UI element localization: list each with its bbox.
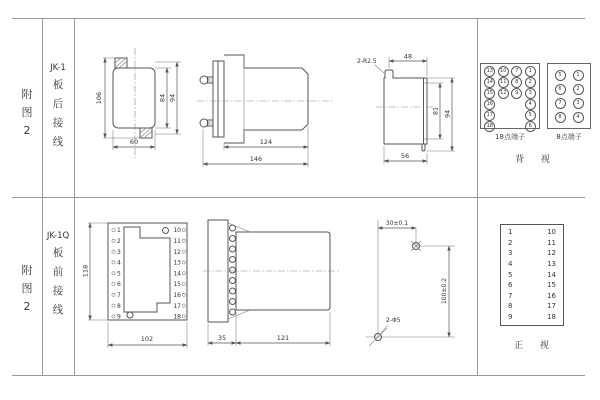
terminal-circle: 5 — [525, 110, 536, 121]
terminal-number: 4 — [508, 259, 513, 268]
row2-drill-drawing — [352, 214, 467, 364]
row2-figure-label — [12, 262, 42, 316]
terminal-circle: 4 — [525, 99, 536, 110]
row1-wiring-char: 接 — [52, 117, 64, 129]
terminal-number: 16 — [547, 291, 556, 300]
terminal-number: 1 — [508, 228, 513, 236]
row2-fig-char: 2 — [23, 300, 31, 313]
terminal-number: 10 — [547, 228, 556, 236]
terminal-block-18 — [480, 63, 540, 129]
terminal-list-right-column — [547, 229, 556, 321]
terminal-number: 8 — [508, 302, 513, 311]
terminal-circle: 5 — [555, 70, 566, 81]
relay-body-outline — [113, 58, 155, 138]
svg-text:84: 84 — [158, 93, 167, 103]
row2-model-name: JK-1Q — [46, 231, 70, 241]
terminal-circle: 1 — [525, 66, 536, 77]
rear-view-label: 背 视 — [515, 155, 557, 165]
terminal-circle: 15 — [484, 88, 495, 99]
svg-text:3: 3 — [117, 248, 121, 256]
block18-label: 18点端子 — [495, 133, 525, 141]
row1-model-name: JK-1 — [50, 63, 66, 73]
row1-cutout-drawing — [356, 52, 468, 174]
row1-wiring-char: 线 — [52, 136, 64, 148]
terminal-circle: 1 — [573, 70, 584, 81]
svg-text:56: 56 — [400, 152, 410, 160]
relay-side-outline — [213, 55, 308, 143]
terminal-number: 12 — [547, 249, 556, 258]
terminal-number: 17 — [547, 302, 556, 311]
terminal-circle: 17 — [484, 110, 495, 121]
terminal-circle: 3 — [573, 98, 584, 109]
terminal-circle: 18 — [484, 121, 495, 132]
terminal-number: 13 — [547, 259, 556, 268]
terminal-circle: 12 — [498, 88, 509, 99]
svg-text:5: 5 — [117, 270, 121, 278]
dimension-56 — [384, 146, 427, 164]
row2-wiring-char: 板 — [52, 247, 64, 259]
svg-text:6: 6 — [117, 281, 121, 289]
terminal-circle: 13 — [484, 66, 495, 77]
svg-text:2-R2.5: 2-R2.5 — [357, 58, 377, 65]
mounting-hole-top — [411, 241, 421, 251]
svg-text:13: 13 — [173, 259, 181, 267]
svg-text:17: 17 — [173, 302, 181, 310]
svg-text:102: 102 — [140, 335, 154, 343]
row2-wiring-char: 线 — [52, 304, 64, 316]
block8-label: 8点端子 — [556, 133, 582, 141]
dimension-35 — [208, 312, 236, 346]
terminal-circle: 4 — [573, 112, 584, 123]
dimension-118 — [82, 223, 109, 320]
svg-text:81: 81 — [431, 106, 440, 116]
row1-wiring-char: 板 — [52, 79, 64, 91]
svg-text:2: 2 — [117, 238, 121, 245]
terminal-circle: 6 — [555, 84, 566, 95]
hole-diameter-label — [381, 317, 401, 333]
frame-col-line-3 — [477, 18, 478, 375]
row2-fig-char: 图 — [21, 282, 33, 295]
dimension-94 — [426, 78, 455, 151]
terminal-circle: 7 — [555, 98, 566, 109]
terminal-number: 11 — [547, 238, 556, 247]
svg-text:4: 4 — [117, 259, 121, 267]
svg-text:94: 94 — [443, 109, 452, 119]
terminal-number: 9 — [508, 313, 513, 321]
svg-text:2-Φ5: 2-Φ5 — [386, 317, 401, 324]
svg-text:12: 12 — [173, 248, 181, 256]
svg-text:35: 35 — [217, 334, 227, 342]
plate-left-terminals — [112, 227, 121, 320]
terminal-circle: 6 — [525, 121, 536, 132]
svg-text:94: 94 — [168, 93, 177, 103]
svg-text:11: 11 — [173, 238, 181, 245]
svg-text:8: 8 — [117, 302, 121, 310]
dimension-121 — [236, 312, 330, 346]
svg-text:9: 9 — [117, 313, 121, 321]
terminal-number: 2 — [508, 238, 513, 247]
row1-wiring-char: 后 — [52, 98, 64, 110]
dimension-48 — [389, 53, 427, 77]
terminal-number: 15 — [547, 281, 556, 290]
terminal-circle: 9 — [511, 88, 522, 99]
svg-text:106: 106 — [95, 91, 103, 105]
terminal-circle: 8 — [555, 112, 566, 123]
frame-col-line-2 — [74, 18, 75, 375]
svg-text:121: 121 — [276, 334, 290, 342]
row1-fig-char: 附 — [21, 88, 33, 101]
front-terminal-list — [500, 224, 564, 326]
frame-top-line — [12, 18, 585, 19]
terminal-circle: 10 — [498, 66, 509, 77]
frame-bottom-line — [12, 375, 585, 376]
terminal-list-left-column — [508, 229, 512, 321]
row2-wiring-char: 接 — [52, 285, 64, 297]
frame-middle-line — [12, 197, 585, 198]
row2-plate-drawing — [82, 210, 200, 360]
row2-side-view-drawing — [202, 212, 344, 364]
svg-text:124: 124 — [259, 138, 273, 146]
terminal-screw-column — [230, 225, 236, 315]
row2-wiring-char: 前 — [52, 266, 64, 278]
terminal-number: 6 — [508, 281, 513, 290]
svg-text:7: 7 — [117, 292, 121, 299]
svg-text:118: 118 — [81, 264, 90, 278]
terminal-block-8 — [547, 63, 591, 129]
terminal-number: 18 — [547, 313, 556, 321]
svg-text:100±0.2: 100±0.2 — [441, 277, 448, 305]
row2-fig-char: 附 — [21, 264, 33, 277]
terminal-circle: 8 — [511, 77, 522, 88]
terminal-circle: 7 — [511, 66, 522, 77]
terminal-number: 14 — [547, 270, 556, 279]
row1-fig-char: 图 — [21, 106, 33, 119]
terminal-circle: 14 — [484, 77, 495, 88]
dimension-146 — [203, 129, 308, 167]
terminal-circle: 2 — [525, 77, 536, 88]
corner-radius-label — [357, 58, 384, 73]
svg-text:1: 1 — [117, 227, 121, 235]
terminal-circle: 2 — [573, 84, 584, 95]
row1-side-view-drawing — [196, 34, 336, 179]
row1-figure-label — [12, 86, 42, 140]
dimension-30 — [378, 220, 416, 228]
terminal-circle: 11 — [498, 77, 509, 88]
svg-text:60: 60 — [129, 138, 139, 146]
row1-front-view-drawing — [92, 32, 197, 182]
plate-right-terminals — [173, 227, 185, 320]
svg-text:146: 146 — [249, 155, 263, 163]
row2-model-label — [42, 228, 74, 320]
dimension-102 — [108, 322, 187, 348]
front-view-label: 正 视 — [514, 341, 556, 351]
svg-text:30±0.1: 30±0.1 — [385, 220, 409, 227]
svg-text:16: 16 — [173, 292, 181, 299]
terminal-circle: 3 — [525, 88, 536, 99]
terminal-number: 3 — [508, 249, 513, 258]
svg-text:14: 14 — [173, 270, 181, 278]
terminal-number: 7 — [508, 291, 513, 300]
svg-text:10: 10 — [173, 227, 181, 235]
svg-text:15: 15 — [173, 281, 181, 289]
cutout-outline — [384, 70, 427, 151]
terminal-screws — [200, 76, 213, 127]
row1-fig-char: 2 — [23, 124, 31, 137]
terminal-circle: 16 — [484, 99, 495, 110]
svg-text:48: 48 — [403, 52, 413, 61]
dimension-60 — [113, 130, 155, 150]
svg-text:18: 18 — [173, 313, 181, 321]
row1-model-label — [42, 60, 74, 152]
terminal-number: 5 — [508, 270, 513, 279]
dimension-100 — [441, 246, 449, 337]
dimension-106 — [95, 58, 140, 138]
